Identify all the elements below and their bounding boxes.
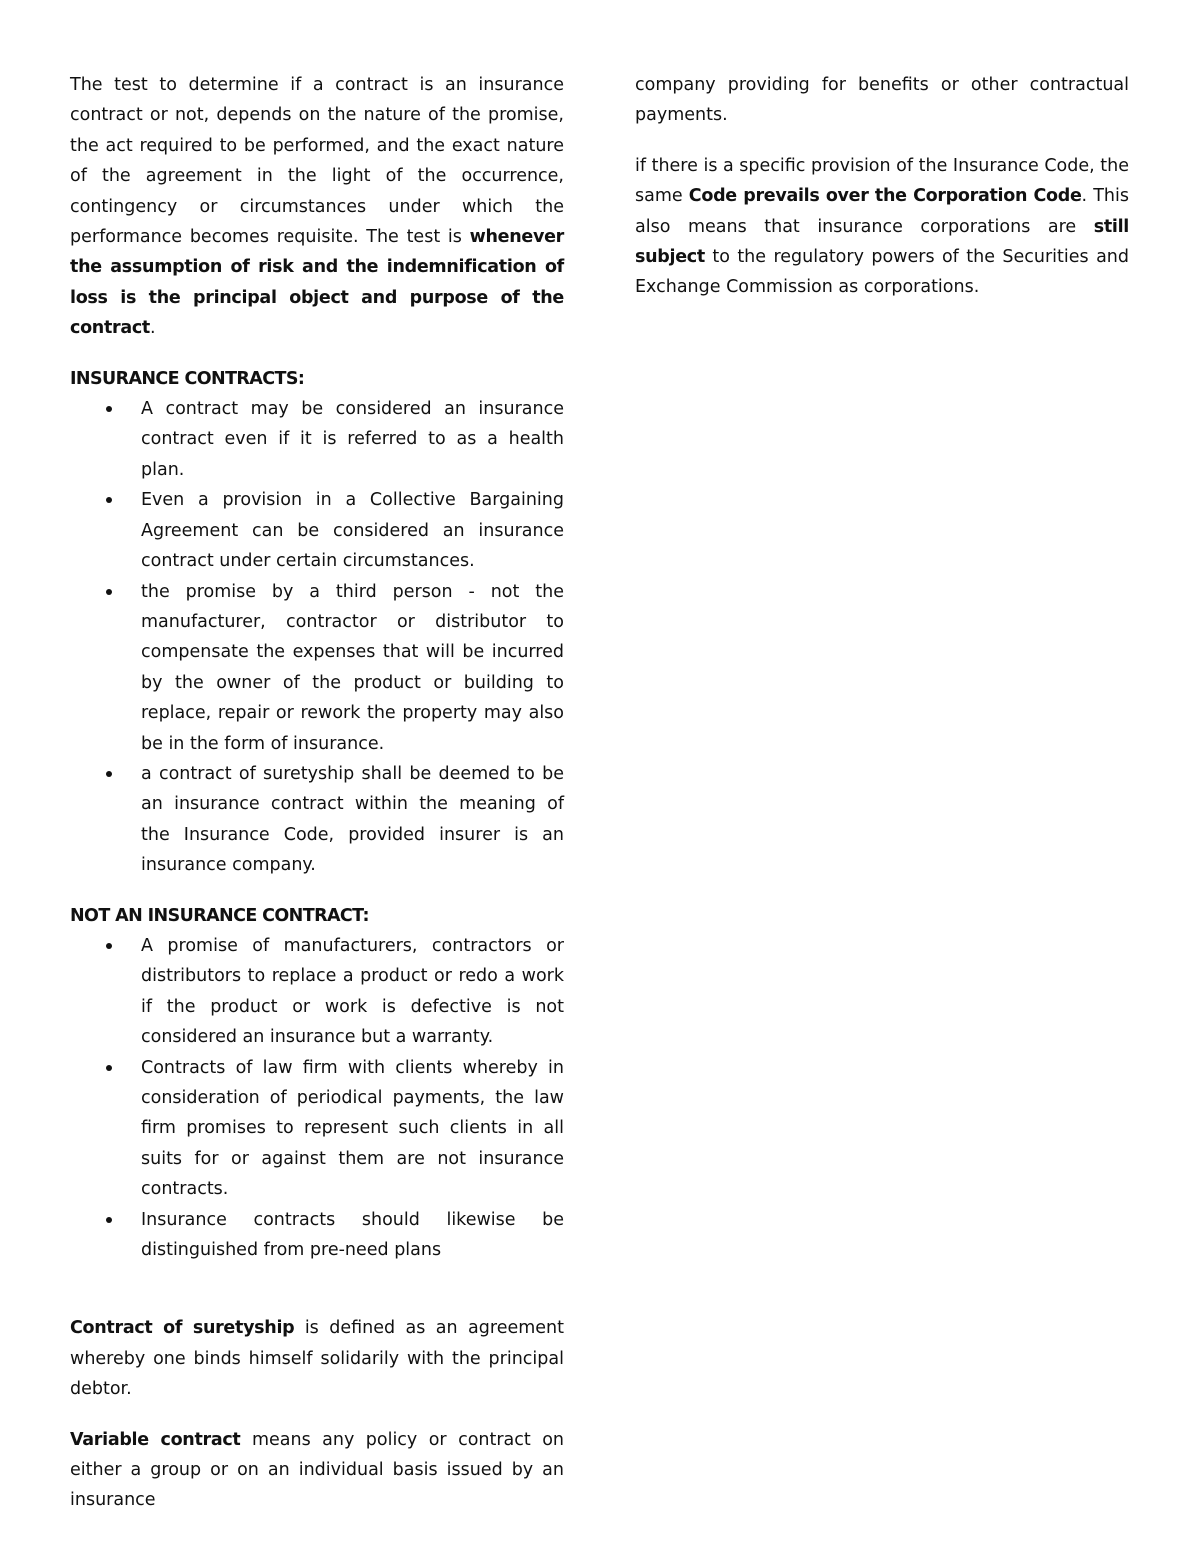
list-item-text: A contract may be considered an insurance contract even if it is referred to as a health plan.: [141, 399, 564, 480]
intro-paragraph: [70, 70, 564, 344]
left-column: [70, 70, 564, 1516]
intro-end-punctuation: .: [150, 318, 156, 339]
bullet-icon: [106, 943, 112, 949]
bullet-icon: [106, 771, 112, 777]
insurance-contracts-heading: INSURANCE CONTRACTS:: [70, 368, 305, 389]
intro-bold-text: whenever the assumption of risk and the indemnification of loss is the principal object and purpose of the contract: [70, 227, 564, 339]
provision-text: to the regulatory powers of the Securities and Exchange Commission as corporations.: [635, 247, 1129, 298]
bullet-icon: [106, 1065, 112, 1071]
list-item-text: a contract of suretyship shall be deemed to be an insurance contract within the meaning of the Insurance Code, provided insurer is an insurance company.: [141, 763, 564, 876]
provision-paragraph: [635, 151, 1129, 303]
list-item-text: A promise of manufacturers, contractors or distributors to replace a product or redo a work if the product or work is defective is not considered an insurance but a warranty.: [141, 935, 564, 1048]
provision-text: . This also means that insurance corporations are: [635, 186, 1130, 237]
variable-contract-term: Variable contract: [70, 1429, 241, 1450]
list-item: [70, 577, 564, 759]
list-item-text: the promise by a third person - not the manufacturer, contractor or distributor to compensate the expenses that will be incurred by the owner of the product or building to replace, repair or rework the property may also be in the form of insurance.: [141, 581, 564, 754]
list-item: [70, 394, 564, 485]
bullet-icon: [106, 1217, 112, 1223]
list-item: [70, 759, 564, 881]
list-item-text: Insurance contracts should likewise be distinguished from pre-need plans: [141, 1209, 564, 1261]
list-item-text: Contracts of law firm with clients whereby in consideration of periodical payments, the law firm promises to represent such clients in all suits for or against them are not insurance contracts.: [141, 1057, 564, 1200]
insurance-contracts-list: [70, 394, 564, 881]
right-column: [635, 70, 1129, 303]
continuation-paragraph: company providing for benefits or other contractual payments.: [635, 75, 1129, 126]
provision-bold-text: still subject: [635, 216, 1129, 268]
variable-contract-definition: [70, 1425, 564, 1516]
list-item: [70, 1205, 564, 1266]
bullet-icon: [106, 497, 112, 503]
suretyship-term: Contract of suretyship: [70, 1318, 295, 1339]
list-item: [70, 1053, 564, 1205]
suretyship-definition: [70, 1313, 564, 1404]
intro-text: The test to determine if a contract is an insurance contract or not, depends on the nature of the promise, the act required to be performed, and the exact nature of the agreement in the light of the occurrence, contingency or circumstances under which the performance becomes requisite. The test is: [70, 75, 564, 248]
list-item: [70, 931, 564, 1053]
list-item: [70, 485, 564, 576]
suretyship-text: is defined as an agreement whereby one binds himself solidarily with the principal debtor.: [70, 1318, 564, 1400]
not-insurance-contract-list: [70, 931, 564, 1265]
not-insurance-contract-heading: NOT AN INSURANCE CONTRACT:: [70, 905, 369, 926]
provision-bold-text: Code prevails over the Corporation Code: [688, 186, 1082, 207]
variable-contract-text: means any policy or contract on either a group or on an individual basis issued by an insurance: [70, 1429, 565, 1511]
provision-text: if there is a specific provision of the Insurance Code, the same: [635, 155, 1129, 207]
bullet-icon: [106, 406, 112, 412]
list-item-text: Even a provision in a Collective Bargaining Agreement can be considered an insurance contract under certain circumstances.: [141, 490, 564, 572]
bullet-icon: [106, 589, 112, 595]
